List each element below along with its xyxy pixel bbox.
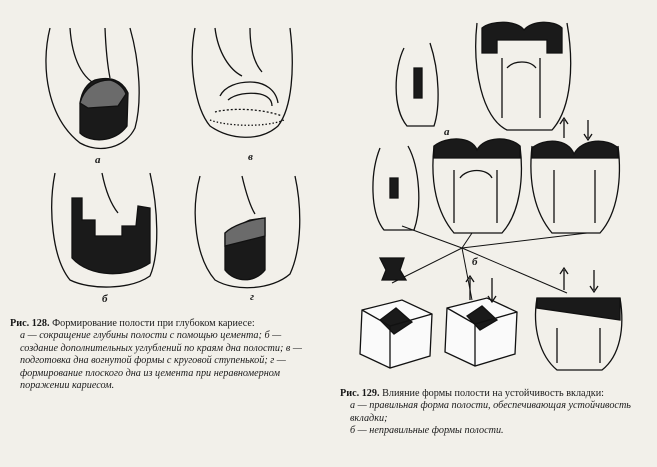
panel-label-a: а (95, 154, 101, 166)
label-a: а (444, 126, 450, 138)
panel-label-b: б (102, 293, 108, 305)
figure-129-caption-label: Рис. 129. (340, 388, 380, 399)
figure-128-caption (10, 318, 320, 392)
figure-129-caption-b: б — неправильные формы полости. (350, 425, 504, 437)
molar-bottom-right (536, 268, 622, 370)
tooth-sagittal-2 (373, 146, 419, 230)
label-b-rays (392, 226, 587, 300)
figure-128-caption-label: Рис. 128. (10, 318, 50, 329)
figure-128-caption-title: Формирование полости при глубоком кариесе: (52, 318, 255, 329)
panel-label-v: в (248, 151, 253, 163)
figure-128-drawings (10, 8, 335, 318)
figure-129-caption-a: а — правильная форма полости, обеспечивающая устойчивость вкладки; (350, 400, 631, 424)
molar-middle (433, 139, 522, 233)
panel-label-g: г (250, 291, 255, 303)
figure-128-caption-body: а — сокращение глубины полости с помощью цемента; б — создание дополнительных углублений по краям дна полости; в — подготовка дна вогнутой формы с круговой ступенькой; г — формирование плоского дна из цемента при неравномерном поражении кариесом. (20, 330, 302, 392)
crown-block-2 (445, 276, 517, 366)
tooth-sagittal-1 (396, 43, 438, 126)
tooth-g-drawing (195, 176, 300, 288)
tooth-v-drawing (192, 28, 292, 137)
tooth-a-drawing (46, 28, 139, 148)
crown-block-1 (360, 300, 432, 368)
tooth-b-drawing (52, 173, 157, 287)
figure-129-caption (340, 388, 645, 438)
detached-inlay (380, 258, 406, 280)
figure-129-drawings (342, 8, 652, 383)
figure-129-caption-title: Влияние формы полости на устойчивость вкладки: (382, 388, 604, 399)
figure-128 (10, 8, 335, 463)
molar-right-arrows (531, 118, 620, 233)
molar-correct-inlay (476, 22, 571, 130)
label-b: б (472, 256, 478, 268)
